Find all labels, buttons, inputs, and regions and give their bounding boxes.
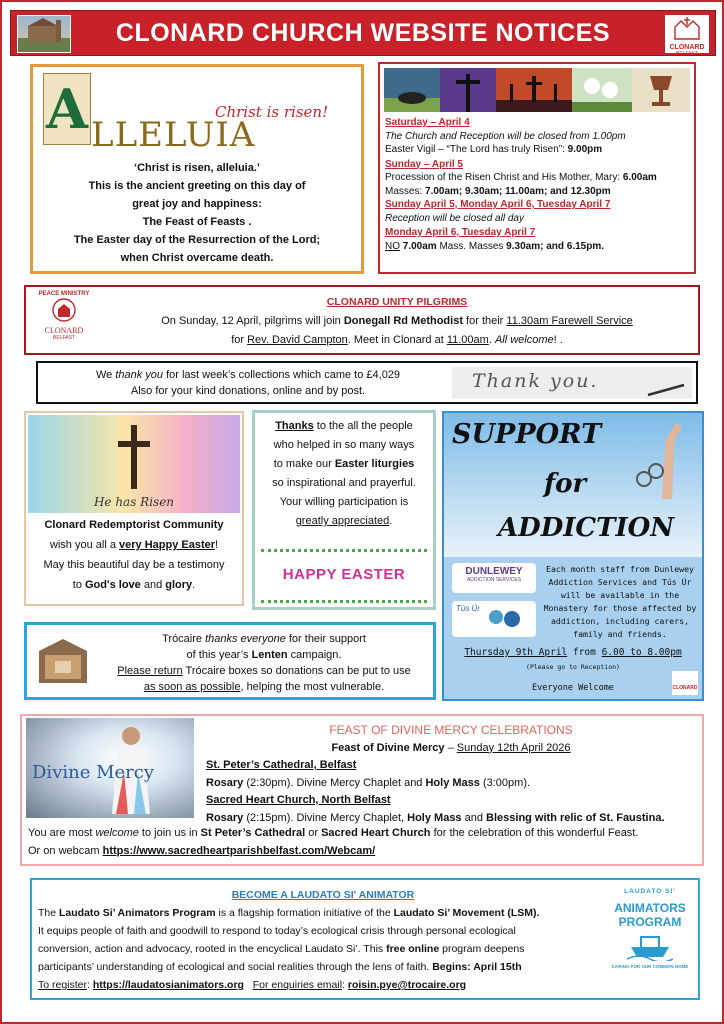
alleluia-panel bbox=[30, 64, 364, 274]
collections-text bbox=[58, 367, 438, 399]
trocaire-line4: as soon as possible, helping the most vulnerable. bbox=[143, 681, 385, 693]
peace-ministry-label: PEACE MINISTRY bbox=[38, 291, 90, 297]
happy-easter-text: HAPPY EASTER bbox=[282, 566, 406, 583]
laudato-line2: It equips people of faith and goodwill to respond to today’s ecological crisis through personal ecological bbox=[38, 925, 516, 937]
laudato-text bbox=[38, 886, 608, 994]
dunlewey-sub: ADDICTION SERVICES bbox=[466, 577, 522, 583]
divine-mercy-image bbox=[26, 718, 194, 818]
dunlewey-logo bbox=[452, 563, 536, 593]
logo-sub: BELFAST bbox=[676, 51, 698, 57]
liturgies-line5: Your willing participation is bbox=[279, 496, 409, 508]
clonard-small-logo bbox=[672, 671, 698, 695]
unity-line1: On Sunday, 12 April, pilgrims will join Donegall Rd Methodist for their 11.30am Farewell Service bbox=[161, 315, 633, 327]
mercy-feast-line: Feast of Divine Mercy – Sunday 12th April 2026 bbox=[331, 741, 571, 754]
unity-text bbox=[106, 293, 688, 350]
liturgies-line4: so inspirational and prayerful. bbox=[272, 477, 416, 489]
laudato-contact-line: To register: https://laudatosianimators.org For enquiries email: roisin.pye@trocaire.org bbox=[38, 979, 467, 991]
tus-ur-logo bbox=[452, 601, 536, 637]
alleluia-initial: A bbox=[43, 73, 91, 145]
reception-closed-line: Reception will be closed all day bbox=[385, 212, 524, 224]
liturgies-line2: who helped in so many ways bbox=[273, 439, 415, 451]
clonard-logo bbox=[665, 15, 709, 57]
broken-chain-icon bbox=[632, 419, 692, 499]
liturgies-line6: greatly appreciated. bbox=[295, 515, 393, 527]
alleluia-line: ‘Christ is risen, alleluia.’ bbox=[134, 162, 260, 174]
mercy-bottom-text bbox=[28, 824, 698, 860]
redemptorist-line2: wish you all a very Happy Easter! bbox=[49, 539, 219, 551]
mon-tue-heading: Monday April 6, Tuesday April 7 bbox=[385, 227, 536, 238]
divine-mercy-label: Divine Mercy bbox=[32, 762, 155, 783]
support-title: SUPPORT bbox=[452, 419, 602, 450]
laudato-logo-arc2: CARING FOR OUR COMMON HOME bbox=[611, 964, 689, 969]
chalice-image bbox=[632, 68, 690, 112]
trocaire-box-image bbox=[33, 633, 93, 689]
for-title: for bbox=[544, 469, 587, 499]
laudato-logo-line2: PROGRAM bbox=[618, 915, 682, 929]
redemptorist-line3: May this beautiful day be a testimony bbox=[43, 559, 225, 571]
addiction-date: Thursday 9th April from 6.00 to 8.00pm bbox=[464, 647, 682, 658]
ark-icon bbox=[627, 929, 673, 961]
collections-line2: Also for your kind donations, online and by post. bbox=[130, 385, 366, 397]
unity-heading: CLONARD UNITY PILGRIMS bbox=[326, 296, 468, 308]
peace-ministry-logo bbox=[32, 291, 96, 351]
redemptorist-panel bbox=[24, 411, 244, 606]
saturday-heading: Saturday – April 4 bbox=[385, 117, 470, 128]
register-link[interactable]: https://laudatosianimators.org bbox=[92, 979, 244, 991]
laudato-line3: conversion, action and advocacy, rooted in the encyclical Laudato Si’. This free online program deepens bbox=[38, 943, 525, 955]
peace-logo-sub: BELFAST bbox=[53, 335, 75, 341]
everyone-welcome: Everyone Welcome bbox=[532, 683, 614, 693]
trocaire-box-label: Trócaire bbox=[51, 631, 75, 637]
dunlewey-name: DUNLEWEY bbox=[465, 566, 523, 577]
reception-closed-heading: Sunday April 5, Monday April 6, Tuesday April 7 bbox=[385, 199, 611, 210]
sunday-heading: Sunday – April 5 bbox=[385, 158, 463, 170]
three-crosses-image bbox=[496, 68, 572, 112]
mercy-top-text bbox=[206, 722, 696, 827]
st-peters-times: Rosary (2:30pm). Divine Mercy Chaplet and Holy Mass (3:00pm). bbox=[206, 776, 531, 789]
schedule-text bbox=[385, 116, 690, 253]
small-logo-text: CLONARD bbox=[672, 685, 698, 691]
liturgies-line1: Thanks to the all the people bbox=[275, 420, 413, 432]
collections-line1: We thank you for last week’s collections which came to £4,029 bbox=[95, 369, 401, 381]
mercy-heading: FEAST OF DIVINE MERCY CELEBRATIONS bbox=[329, 723, 573, 737]
laudato-line4: participants’ understanding of ecological and social realities through the lens of faith. Begins: April 15th bbox=[38, 961, 522, 973]
sacred-heart-times: Rosary (2:15pm). Divine Mercy Chaplet, Holy Mass and Blessing with relic of St. Faustina. bbox=[206, 811, 665, 824]
sacred-heart-heading: Sacred Heart Church, North Belfast bbox=[206, 794, 391, 806]
thank-you-script-image bbox=[452, 367, 692, 399]
laudato-heading: BECOME A LAUDATO SI' ANIMATOR bbox=[231, 889, 415, 901]
trocaire-text bbox=[101, 631, 427, 695]
laudato-line1: The Laudato Si’ Animators Program is a flagship formation initiative of the Laudato Si’ Movement (LSM). bbox=[38, 907, 540, 919]
divine-mercy-panel bbox=[20, 714, 704, 866]
peace-logo-name: CLONARD bbox=[44, 326, 84, 335]
alleluia-word: LLELUIA bbox=[91, 115, 256, 155]
easter-vigil-line: Easter Vigil – “The Lord has truly Risen”: 9.00pm bbox=[385, 144, 603, 155]
mon-tue-masses-line: NO 7.00am Mass. Masses 9.30am; and 6.15pm. bbox=[385, 240, 604, 252]
webcam-link[interactable]: https://www.sacredheartparishbelfast.com/Webcam/ bbox=[102, 845, 376, 857]
alleluia-line: when Christ overcame death. bbox=[120, 252, 274, 264]
alleluia-line: great joy and happiness: bbox=[132, 198, 262, 210]
church-photo bbox=[17, 15, 71, 53]
redemptorist-line4: to God's love and glory. bbox=[72, 579, 196, 591]
unity-line2: for Rev. David Campton. Meet in Clonard at 11.00am. All welcome! . bbox=[231, 334, 563, 346]
trocaire-line2: of this year’s Lenten campaign. bbox=[186, 649, 342, 661]
sunday-masses-line: Masses: 7.00am; 9.30am; 11.00am; and 12.30pm bbox=[385, 185, 611, 197]
palm-sunday-image bbox=[384, 68, 440, 112]
tus-ur-name: Tús Úr bbox=[456, 604, 480, 613]
liturgies-text bbox=[255, 417, 433, 531]
thank-you-script: Thank you. bbox=[472, 370, 599, 392]
trocaire-line1: Trócaire thanks everyone for their support bbox=[162, 633, 366, 645]
enquiries-email-link[interactable]: roisin.pye@trocaire.org bbox=[347, 979, 467, 991]
laudato-logo-line1: ANIMATORS bbox=[614, 901, 686, 915]
he-has-risen-caption: He has Risen bbox=[93, 495, 175, 509]
crucifixion-image bbox=[440, 68, 496, 112]
mercy-welcome-line: You are most welcome to join us in St Peter’s Cathedral or Sacred Heart Church for the celebration of this wonderful Feast. bbox=[28, 827, 639, 839]
unity-pilgrims-panel bbox=[24, 285, 700, 355]
liturgies-line3: to make our Easter liturgies bbox=[273, 458, 415, 470]
addiction-header-image bbox=[444, 413, 702, 557]
laudato-animators-logo bbox=[608, 888, 692, 992]
alleluia-line: The Easter day of the Resurrection of the Lord; bbox=[73, 234, 321, 246]
redemptorist-line1: Clonard Redemptorist Community bbox=[44, 519, 224, 531]
liturgies-thanks-panel bbox=[252, 410, 436, 610]
collections-thanks-panel bbox=[36, 361, 698, 404]
alleluia-text bbox=[33, 159, 361, 267]
alleluia-line: This is the ancient greeting on this day of bbox=[88, 180, 306, 192]
saturday-closed-line: The Church and Reception will be closed from 1.00pm bbox=[385, 130, 626, 142]
people-icon bbox=[486, 607, 530, 633]
cross-icon bbox=[114, 425, 154, 489]
alleluia-line: The Feast of Feasts . bbox=[142, 216, 252, 228]
mercy-webcam-line: Or on webcam https://www.sacredheartparishbelfast.com/Webcam/ bbox=[28, 845, 376, 857]
logo-text: CLONARD bbox=[669, 44, 705, 51]
header-banner bbox=[10, 10, 716, 56]
christ-is-risen-text: Christ is risen! bbox=[215, 103, 329, 121]
redemptorist-text bbox=[26, 515, 242, 595]
lilies-image bbox=[572, 68, 632, 112]
page-title: CLONARD CHURCH WEBSITE NOTICES bbox=[115, 19, 611, 47]
laudato-si-panel bbox=[30, 878, 700, 1000]
happy-easter-banner bbox=[261, 549, 427, 603]
addiction-title: ADDICTION bbox=[498, 513, 675, 543]
trocaire-panel bbox=[24, 622, 436, 700]
easter-images-strip bbox=[384, 68, 690, 112]
easter-schedule-panel bbox=[378, 62, 696, 274]
st-peters-heading: St. Peter’s Cathedral, Belfast bbox=[206, 759, 357, 771]
trocaire-line3: Please return Trócaire boxes so donations can be put to use bbox=[117, 665, 411, 677]
addiction-body: Each month staff from Dunlewey Addiction Services and Tús Úr will be available in the Monastery for those affected by addiction, including carers, family and friends. bbox=[543, 564, 697, 639]
laudato-logo-arc: LAUDATO SI' bbox=[624, 888, 676, 895]
addiction-note: (Please go to Reception) bbox=[526, 663, 620, 671]
pen-icon bbox=[646, 381, 686, 397]
he-has-risen-image bbox=[28, 415, 240, 513]
addiction-support-panel bbox=[442, 411, 704, 701]
procession-line: Procession of the Risen Christ and His Mother, Mary: 6.00am bbox=[385, 172, 657, 183]
